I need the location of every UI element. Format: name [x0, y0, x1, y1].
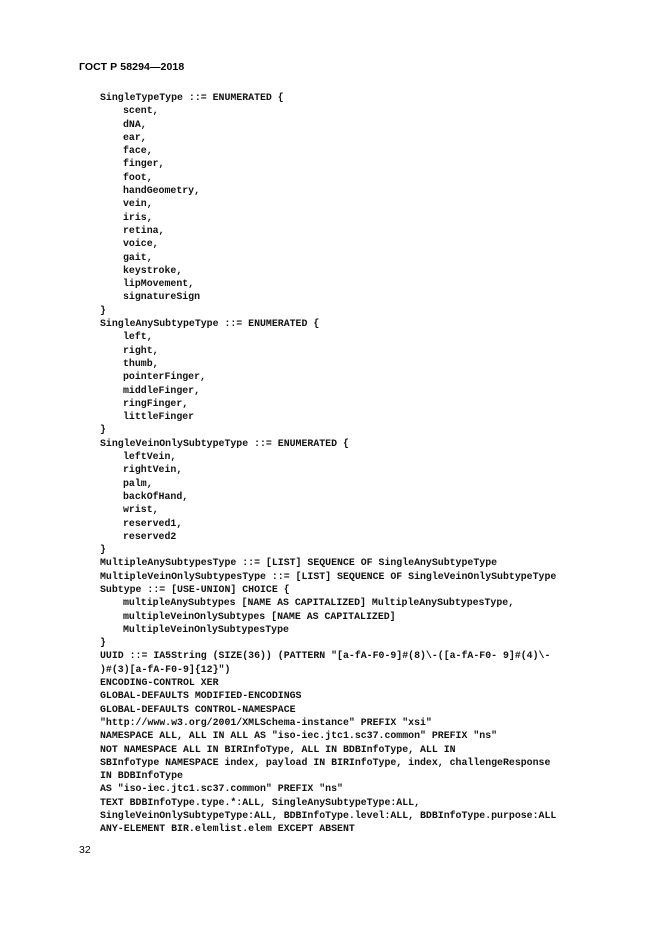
code-line: rightVein, [123, 464, 183, 476]
code-line: leftVein, [123, 451, 177, 463]
code-line: } [100, 544, 106, 556]
code-line: AS "iso-iec.jtc1.sc37.common" PREFIX "ns" [100, 783, 343, 795]
code-line: } [100, 424, 106, 436]
code-line: SingleVeinOnlySubtypeType ::= ENUMERATED { [100, 437, 349, 449]
code-line: IN BDBInfoType [100, 770, 183, 782]
code-line: GLOBAL-DEFAULTS MODIFIED-ENCODINGS [100, 690, 302, 702]
asn1-code-block [0, 91, 661, 836]
standard-header: ГОСТ Р 58294—2018 [79, 61, 185, 73]
code-line: ANY-ELEMENT BIR.elemlist.elem EXCEPT ABSENT [100, 823, 355, 835]
code-line: NAMESPACE ALL, ALL IN ALL AS "iso-iec.jtc1.sc37.common" PREFIX "ns" [100, 730, 498, 742]
code-line: wrist, [123, 504, 159, 516]
code-line: middleFinger, [123, 384, 201, 396]
code-line: foot, [123, 171, 153, 183]
code-line: gait, [123, 251, 153, 263]
code-line: finger, [123, 158, 165, 170]
code-line: left, [123, 331, 153, 343]
code-line: retina, [123, 224, 165, 236]
code-line: "http://www.w3.org/2001/XMLSchema-instance" PREFIX "xsi" [100, 716, 432, 728]
code-line: NOT NAMESPACE ALL IN BIRInfoType, ALL IN BDBInfoType, ALL IN [100, 743, 456, 755]
code-line: handGeometry, [123, 185, 201, 197]
code-line: ringFinger, [123, 397, 189, 409]
code-line: SingleTypeType ::= ENUMERATED { [100, 92, 284, 103]
code-line: signatureSign [123, 291, 201, 303]
code-line: right, [123, 344, 159, 356]
code-line: TEXT BDBInfoType.type.*:ALL, SingleAnySubtypeType:ALL, [100, 796, 421, 808]
code-line: keystroke, [123, 264, 183, 276]
code-line: SingleVeinOnlySubtypeType:ALL, BDBInfoType.level:ALL, BDBInfoType.purpose:ALL [100, 810, 557, 822]
code-line: Subtype ::= [USE-UNION] CHOICE { [100, 583, 290, 595]
code-line: SingleAnySubtypeType ::= ENUMERATED { [100, 318, 320, 330]
code-line: )#(3)[a-fA-F0-9]{12}") [100, 663, 231, 675]
code-line: GLOBAL-DEFAULTS CONTROL-NAMESPACE [100, 703, 296, 715]
code-line: palm, [123, 477, 153, 489]
code-line: scent, [123, 105, 159, 117]
code-line: multipleVeinOnlySubtypes [NAME AS CAPITALIZED] [123, 610, 396, 622]
code-line: MultipleAnySubtypesType ::= [LIST] SEQUENCE OF SingleAnySubtypeType [100, 557, 498, 569]
code-line: lipMovement, [123, 278, 195, 290]
code-line: reserved2 [123, 530, 177, 542]
code-line: backOfHand, [123, 490, 189, 502]
code-line: MultipleVeinOnlySubtypesType [123, 623, 289, 635]
code-line: thumb, [123, 357, 159, 369]
code-line: ENCODING-CONTROL XER [100, 677, 219, 689]
code-line: ear, [123, 131, 147, 143]
code-line: SBInfoType NAMESPACE index, payload IN BIRInfoType, index, challengeResponse [100, 756, 551, 768]
code-line: vein, [123, 198, 153, 210]
code-line: pointerFinger, [123, 371, 206, 383]
code-line: } [100, 304, 106, 316]
code-line: voice, [123, 238, 159, 250]
code-line: } [100, 637, 106, 649]
code-line: MultipleVeinOnlySubtypesType ::= [LIST] SEQUENCE OF SingleVeinOnlySubtypeType [100, 570, 557, 582]
code-line: UUID ::= IA5String (SIZE(36)) (PATTERN "[a-fA-F0-9]#(8)\-([a-fA-F0- 9]#(4)\- [100, 650, 551, 662]
code-line: littleFinger [123, 411, 195, 423]
code-line: dNA, [123, 118, 147, 130]
code-line: iris, [123, 211, 153, 223]
code-line: reserved1, [123, 517, 183, 529]
code-line: face, [123, 145, 153, 157]
page-number: 32 [79, 844, 91, 856]
code-line: multipleAnySubtypes [NAME AS CAPITALIZED] MultipleAnySubtypesType, [123, 597, 515, 609]
